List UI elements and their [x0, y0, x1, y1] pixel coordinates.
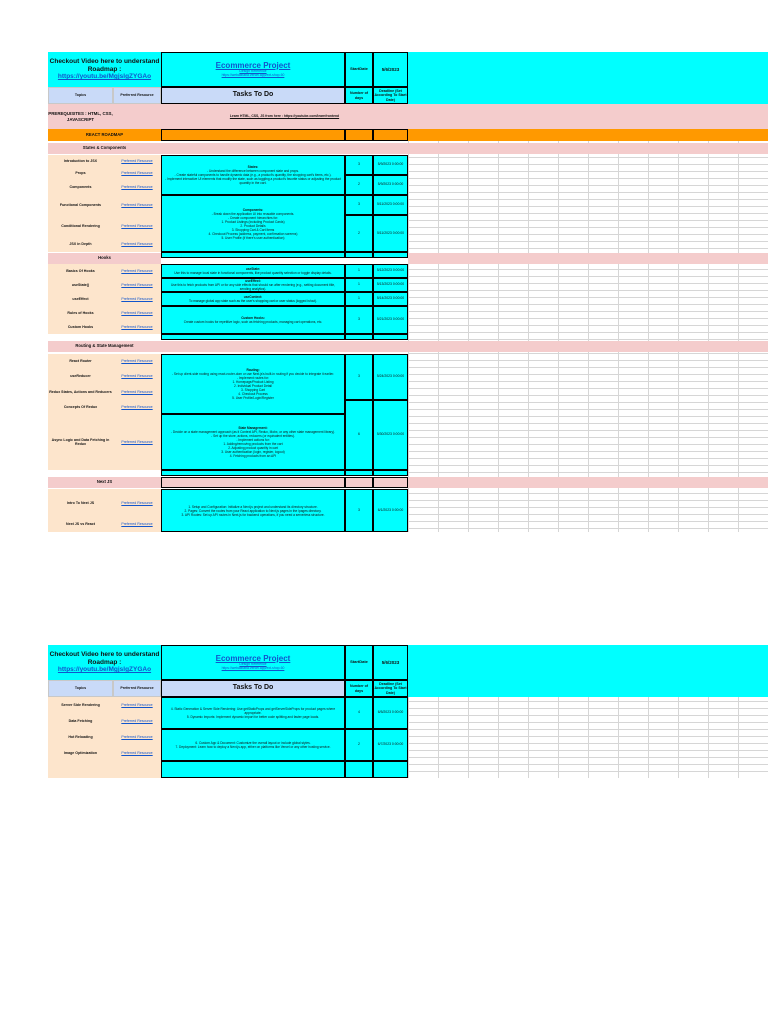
- resource-link-react-router[interactable]: Preferred Resource: [113, 354, 161, 368]
- days-useeffect: 1: [345, 278, 373, 292]
- resource-link-async-logic[interactable]: Preferred Resource: [113, 414, 161, 470]
- checkout-video-cell-p2: Checkout Video here to understand Roadmap : https://youtu.be/MgjslgZYGAo: [48, 645, 161, 680]
- topic-concepts-redux: Concepts Of Redux: [48, 400, 113, 414]
- design-reference-url[interactable]: https://webalibaba.vercel.app/ext-shop-60: [221, 73, 285, 78]
- empty-topic-row: [48, 761, 161, 778]
- resource-link-props[interactable]: Preferred Resource: [113, 167, 161, 179]
- tasks-to-do-header-p2: Tasks To Do: [161, 680, 345, 697]
- topic-next-vs-react: Next JS vs React: [48, 517, 113, 532]
- topics-header-p2: Topics: [48, 680, 113, 697]
- prereq-band: [48, 104, 768, 129]
- topic-image-optimization: Image Optimization: [48, 745, 113, 761]
- topic-props: Props: [48, 167, 113, 179]
- project-title-cell: [161, 52, 345, 87]
- resource-link-ssr[interactable]: Preferred Resource: [113, 697, 161, 713]
- react-roadmap-label: REACT ROADMAP: [48, 129, 161, 141]
- resource-link-image-optimization[interactable]: Preferred Resource: [113, 745, 161, 761]
- days-empty: [345, 761, 373, 778]
- preferred-resource-header-p2: Preferred Resource: [113, 680, 161, 697]
- deadline-components-1: 5/11/2023 0:00:00: [373, 195, 408, 215]
- sheet-page-1: [48, 52, 768, 532]
- task-useeffect: useEffect: Use this to fetch products from API or for any side effects that should run after rendering (e.g., setting document title, sending analytics).: [161, 278, 345, 292]
- hooks-band: [408, 253, 768, 264]
- task-deployment: 6. Custom App & Document: Customize the overall layout or include global styles. 7. Deployment: Learn how to deploy a Next.js app, either on platforms like Vercel or any other hosting service.: [161, 729, 345, 761]
- states-section-title: States & Components: [48, 143, 161, 154]
- topic-intro-nextjs: Intro To Next JS: [48, 489, 113, 517]
- deadline-empty: [373, 761, 408, 778]
- topic-hot-reloading: Hot Reloading: [48, 729, 113, 745]
- days-routing: 3: [345, 354, 373, 400]
- topic-async-logic: Async Logic and Data Fetching in Redux: [48, 414, 113, 470]
- topic-redux-states: Redux States, Actions and Reducers: [48, 384, 113, 400]
- deadline-states-2: 5/9/2023 0:00:00: [373, 175, 408, 195]
- days-components: 3: [345, 195, 373, 215]
- topic-custom-hooks: Custom Hooks: [48, 320, 113, 334]
- deadline-nextjs: 6/1/2023 0:00:00: [373, 489, 408, 532]
- react-roadmap-cell: [161, 129, 345, 141]
- days-components-2: 2: [345, 215, 373, 252]
- topic-useeffect: useEffect: [48, 292, 113, 306]
- nextjs-section-title: Next JS: [48, 477, 161, 488]
- topic-data-fetching: Data Fetching: [48, 713, 113, 729]
- deadline-states-1: 5/9/2023 0:00:00: [373, 155, 408, 175]
- days-ssr: 4: [345, 697, 373, 729]
- task-ssr: 4. Static Generation & Server Side Rendering: Use getStaticProps and getServerSideProps for product pages where appropriate. 5. Dynamic Imports: Implement dynamic import for better code splitting and faster page loads.: [161, 697, 345, 729]
- routing-section-title: Routing & State Management: [48, 341, 161, 352]
- nextjs-section-days: [345, 477, 373, 488]
- deadline-routing: 5/24/2023 0:00:00: [373, 354, 408, 400]
- design-reference-label[interactable]: Design Reference: [239, 69, 267, 74]
- hooks-section-title: Hooks: [48, 253, 161, 264]
- days-usecontext: 1: [345, 292, 373, 306]
- days-usestate: 1: [345, 264, 373, 278]
- resource-link-conditional[interactable]: Preferred Resource: [113, 215, 161, 237]
- resource-link-data-fetching[interactable]: Preferred Resource: [113, 713, 161, 729]
- topic-basics-hooks: Basics Of Hooks: [48, 264, 113, 278]
- resource-link-intro-nextjs[interactable]: Preferred Resource: [113, 489, 161, 517]
- deadline-redux: 5/30/2023 0:00:00: [373, 400, 408, 470]
- resource-link-intro-jsx[interactable]: Preferred Resource: [113, 155, 161, 167]
- number-of-days-header-p2: Number of days: [345, 680, 373, 697]
- react-roadmap-days: [345, 129, 373, 141]
- spacer-row-1-deadline: [373, 252, 408, 258]
- tasks-to-do-header: Tasks To Do: [161, 87, 345, 104]
- resource-link-next-vs-react[interactable]: Preferred Resource: [113, 517, 161, 532]
- project-title-cell-p2: [161, 645, 345, 680]
- checkout-video-link[interactable]: https://youtu.be/MgjslgZYGAo: [57, 73, 152, 81]
- days-states-2: 2: [345, 175, 373, 195]
- task-components: Components: - Break down the application UI into reusable components. - Create component hierarchies for: 1. Product Listings (including Product Cards) 2. Product Details 3. Shopping Cart & Cart Items 4. Checkout Process (address, payment, confirmation screens) 5. User Profile (if there's user authentication): [161, 195, 345, 252]
- resource-link-hot-reloading[interactable]: Preferred Resource: [113, 729, 161, 745]
- design-reference-label-p2[interactable]: Design Reference: [239, 662, 267, 667]
- resource-link-redux-states[interactable]: Preferred Resource: [113, 384, 161, 400]
- topic-usereducer: useReducer: [48, 368, 113, 384]
- deadline-custom-hooks: 5/21/2023 0:00:00: [373, 306, 408, 334]
- prerequisites-label: PREREQUISITES : HTML, CSS, JAVASCRIPT: [48, 104, 113, 129]
- resource-link-concepts-redux[interactable]: Preferred Resource: [113, 400, 161, 414]
- resource-link-custom-hooks[interactable]: Preferred Resource: [113, 320, 161, 334]
- deadline-header-p2: Deadline (Set According To Start Date): [373, 680, 408, 697]
- deadline-usestate: 5/12/2023 0:00:00: [373, 264, 408, 278]
- task-state-management: State Management: - Decide on a state management approach (as it Context API, Redux, Mobx, or any other state management library). - Set up the store, actions, reducers (or equivalent entities). - Implement actions for: 1. Adding/removing products from the cart 2. Adjusting product quantity in cart 3. User authentication (login, register, logout) 4. Fetching products from an API: [161, 414, 345, 470]
- days-nextjs: 3: [345, 489, 373, 532]
- project-title-p2[interactable]: Ecommerce Project: [215, 654, 291, 663]
- resource-link-components[interactable]: Preferred Resource: [113, 179, 161, 195]
- task-empty: [161, 761, 345, 778]
- days-states: 3: [345, 155, 373, 175]
- topic-react-router: React Router: [48, 354, 113, 368]
- spacer-row-2-deadline: [373, 334, 408, 340]
- task-custom-hooks: Custom Hooks: Create custom hooks for repetitive logic, such as fetching products, managing cart operations, etc.: [161, 306, 345, 334]
- spacer-row-3: [161, 470, 345, 476]
- deadline-ssr: 6/5/2023 0:00:00: [373, 697, 408, 729]
- resource-link-useeffect[interactable]: Preferred Resource: [113, 292, 161, 306]
- task-usecontext: useContext: To manage global app state such as the user's shopping cart or user status (logged in/out).: [161, 292, 345, 306]
- nextjs-section-deadline: [373, 477, 408, 488]
- resource-link-rules-hooks[interactable]: Preferred Resource: [113, 306, 161, 320]
- spacer-row-2: [161, 334, 345, 340]
- task-nextjs: 1. Setup and Configuration: Initialize a Next.js project and understand its directory structure. 2. Pages: Convert the routes from your React application to Next.js pages in the /pages directory. 3. API Routes: Set up API routes in Next.js for backend operations, if you need a serverless structure.: [161, 489, 345, 532]
- topics-header: Topics: [48, 87, 113, 104]
- start-date-label-p2: StartDate: [345, 645, 373, 680]
- deadline-useeffect: 5/13/2023 0:00:00: [373, 278, 408, 292]
- checkout-video-link-p2[interactable]: https://youtu.be/MgjslgZYGAo: [57, 666, 152, 674]
- task-states: States: - Understand the difference between component state and props. - Create stateful components to handle dynamic data (e.g., a product's quantity, the shopping cart's items, etc.). - Implement interactive UI elements that modify the state, such as toggling a product's favorite status or adjusting the product quantity in the cart.: [161, 155, 345, 195]
- resource-link-jsx-depth[interactable]: Preferred Resource: [113, 237, 161, 252]
- project-title[interactable]: Ecommerce Project: [215, 61, 291, 70]
- task-routing: Routing: - Set up client-side routing using react-router-dom or use Next.js's built-in routing if you decide to integrate it earlier. - Implement routes for: 1. Homepage/Product Listing 2. Individual Product Detail 3. Shopping Cart 4. Checkout Process 5. User Profile/Login/Register: [161, 354, 345, 414]
- resource-link-basics-hooks[interactable]: Preferred Resource: [113, 264, 161, 278]
- spacer-row-1: [161, 252, 345, 258]
- days-redux: 6: [345, 400, 373, 470]
- resource-link-usereducer[interactable]: Preferred Resource: [113, 368, 161, 384]
- spacer-row-3-days: [345, 470, 373, 476]
- topic-rules-hooks: Rules of Hooks: [48, 306, 113, 320]
- nextjs-section-task: [161, 477, 345, 488]
- react-roadmap-deadline: [373, 129, 408, 141]
- topic-intro-jsx: Introduction to JSX: [48, 155, 113, 167]
- days-deployment: 2: [345, 729, 373, 761]
- spacer-row-3-deadline: [373, 470, 408, 476]
- start-date-value-p2: 5/6/2023: [373, 645, 408, 680]
- topic-functional-components: Functional Components: [48, 195, 113, 215]
- deadline-header: Deadline (Set According To Start Date): [373, 87, 408, 104]
- topic-usestate: useState(): [48, 278, 113, 292]
- days-custom-hooks: 3: [345, 306, 373, 334]
- topic-ssr: Server Side Rendering: [48, 697, 113, 713]
- topic-conditional-rendering: Conditional Rendering: [48, 215, 113, 237]
- design-reference-url-p2[interactable]: https://webalibaba.vercel.app/ext-shop-60: [221, 666, 285, 671]
- resource-link-usestate[interactable]: Preferred Resource: [113, 278, 161, 292]
- spacer-row-1-days: [345, 252, 373, 258]
- number-of-days-header: Number of days: [345, 87, 373, 104]
- deadline-components-2: 5/11/2023 0:00:00: [373, 215, 408, 252]
- start-date-value: 5/6/2023: [373, 52, 408, 87]
- topic-components: Components: [48, 179, 113, 195]
- preferred-resource-header: Preferred Resource: [113, 87, 161, 104]
- checkout-video-cell: Checkout Video here to understand Roadmap : https://youtu.be/MgjslgZYGAo: [48, 52, 161, 87]
- topic-jsx-depth: JSX in Depth: [48, 237, 113, 252]
- spacer-row-2-days: [345, 334, 373, 340]
- deadline-deployment: 6/7/2023 0:00:00: [373, 729, 408, 761]
- resource-link-functional[interactable]: Preferred Resource: [113, 195, 161, 215]
- prerequisites-text[interactable]: Learn HTML, CSS, JS from here : https://youtube.com/learnfrontend: [161, 104, 408, 129]
- start-date-label: StartDate: [345, 52, 373, 87]
- sheet-page-2: [48, 645, 768, 778]
- task-usestate: useState: Use this to manage local state in functional components, like product quantity selection or toggle display details.: [161, 264, 345, 278]
- deadline-usecontext: 5/14/2023 0:00:00: [373, 292, 408, 306]
